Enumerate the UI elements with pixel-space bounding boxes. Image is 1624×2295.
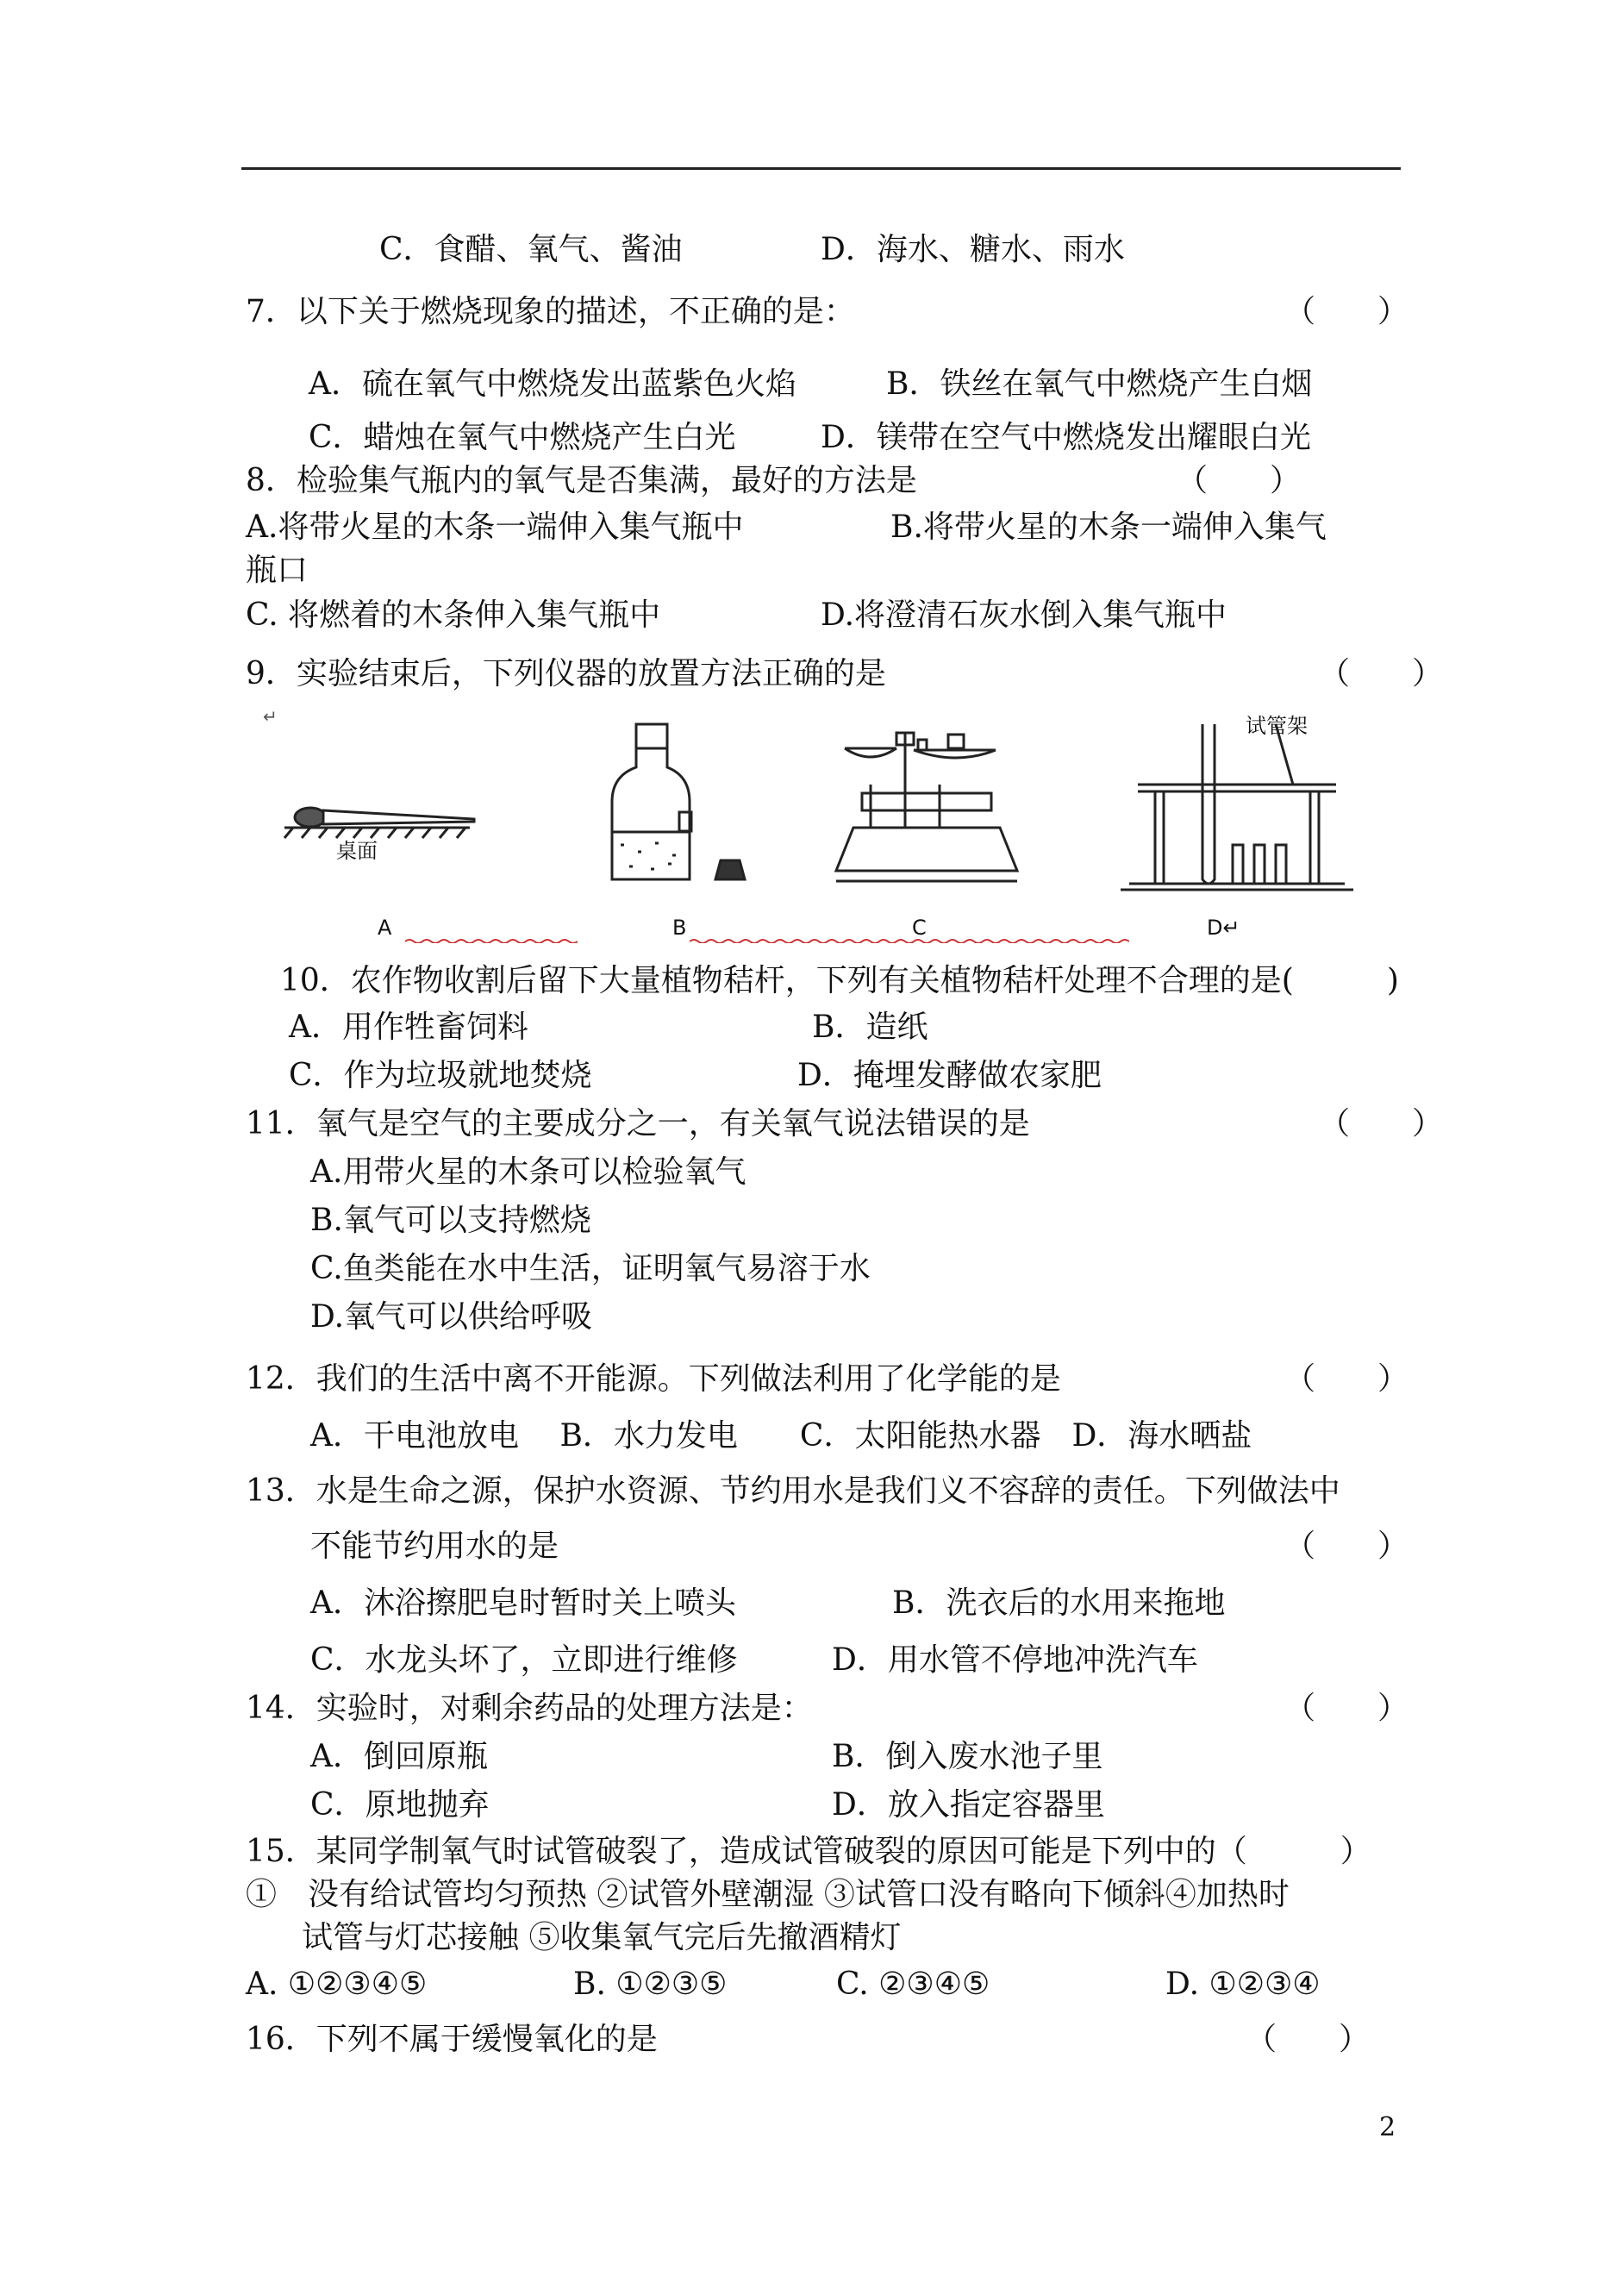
- q8-option-c: C. 将燃着的木条伸入集气瓶中: [246, 597, 661, 633]
- q11-option-b: B.氧气可以支持燃烧: [310, 1203, 591, 1238]
- q8-option-a: A.将带火星的木条一端伸入集气瓶中: [246, 510, 744, 545]
- q14-option-c: C．原地抛弃: [310, 1787, 490, 1823]
- q10-option-b: B．造纸: [812, 1010, 928, 1045]
- q9-stem: 9．实验结束后，下列仪器的放置方法正确的是: [246, 656, 886, 691]
- figure-d-test-tube-rack: [1121, 724, 1353, 890]
- q9-apparatus-figure: [259, 698, 1371, 922]
- q8-option-b: B.将带火星的木条一端伸入集气: [890, 510, 1327, 545]
- q12-stem: 12．我们的生活中离不开能源。下列做法利用了化学能的是: [246, 1361, 1061, 1397]
- figure-a-dropper: [284, 808, 474, 838]
- figure-b-reagent-bottle: [612, 724, 745, 879]
- q7-option-a: A．硫在氧气中燃烧发出蓝紫色火焰: [309, 366, 796, 402]
- q14-option-a: A．倒回原瓶: [310, 1739, 488, 1774]
- figure-label-d: D↵: [1207, 916, 1240, 940]
- figure-label-b: B: [672, 916, 687, 940]
- q16-stem: 16．下列不属于缓慢氧化的是: [246, 2022, 658, 2057]
- q8-option-b-continued: 瓶口: [246, 553, 309, 588]
- q11-option-d: D.氧气可以供给呼吸: [310, 1299, 593, 1335]
- q15-option-c: C. ②③④⑤: [836, 1967, 990, 2002]
- return-mark: ↵: [263, 706, 278, 727]
- q14-option-b: B．倒入废水池子里: [832, 1739, 1103, 1774]
- q7-option-c: C．蜡烛在氧气中燃烧产生白光: [309, 420, 736, 455]
- q10-option-d: D．掩埋发酵做农家肥: [797, 1058, 1102, 1093]
- spellcheck-underline-a: [405, 938, 578, 943]
- q9-answer-paren: （ ）: [1319, 656, 1444, 691]
- page-number: 2: [1379, 2112, 1396, 2142]
- q11-answer-paren: （ ）: [1319, 1106, 1444, 1141]
- q15-causes-line2: 试管与灯芯接触 ⑤收集氧气完后先撤酒精灯: [302, 1920, 902, 1955]
- header-rule: [241, 167, 1401, 170]
- q11-option-c: C.鱼类能在水中生活，证明氧气易溶于水: [310, 1251, 871, 1286]
- q7-stem: 7．以下关于燃烧现象的描述，不正确的是：: [246, 294, 855, 329]
- q10-option-a: A．用作牲畜饲料: [289, 1010, 528, 1045]
- q15-option-d: D. ①②③④: [1165, 1967, 1321, 2002]
- q12-options: A．干电池放电 B．水力发电 C．太阳能热水器 D．海水晒盐: [310, 1418, 1252, 1454]
- q15-causes-line1: ① 没有给试管均匀预热 ②试管外壁潮湿 ③试管口没有略向下倾斜④加热时: [246, 1877, 1290, 1912]
- q7-option-d: D．镁带在空气中燃烧发出耀眼白光: [821, 420, 1311, 455]
- figure-label-c: C: [912, 916, 927, 940]
- q8-option-d: D.将澄清石灰水倒入集气瓶中: [821, 597, 1227, 633]
- q12-answer-paren: （ ）: [1284, 1361, 1409, 1397]
- q7-answer-paren: （ ）: [1284, 294, 1409, 329]
- q10-option-c: C．作为垃圾就地焚烧: [289, 1058, 592, 1093]
- q16-answer-paren: （ ）: [1246, 2022, 1371, 2057]
- q13-stem-line2: 不能节约用水的是: [310, 1529, 559, 1564]
- q13-option-c: C．水龙头坏了，立即进行维修: [310, 1642, 738, 1678]
- q14-option-d: D．放入指定容器里: [832, 1787, 1105, 1823]
- q13-option-b: B．洗衣后的水用来拖地: [892, 1585, 1226, 1621]
- q14-stem: 14．实验时，对剩余药品的处理方法是：: [246, 1691, 813, 1726]
- figure-label-a: A: [378, 916, 392, 940]
- q14-answer-paren: （ ）: [1284, 1691, 1409, 1726]
- rack-label: 试管架: [1246, 714, 1308, 738]
- q7-option-b: B．铁丝在氧气中燃烧产生白烟: [886, 366, 1313, 402]
- q8-stem: 8．检验集气瓶内的氧气是否集满，最好的方法是: [246, 463, 917, 498]
- q13-answer-paren: （ ）: [1284, 1529, 1409, 1564]
- q10-stem: 10．农作物收割后留下大量植物秸杆，下列有关植物秸杆处理不合理的是( ): [280, 963, 1399, 998]
- q15-option-b: B. ①②③⑤: [573, 1967, 728, 2002]
- q6-option-c: C．食醋、氧气、酱油: [379, 232, 683, 267]
- q15-option-a: A. ①②③④⑤: [246, 1967, 428, 2002]
- q13-option-d: D．用水管不停地冲洗汽车: [832, 1642, 1198, 1678]
- desk-label: 桌面: [336, 839, 378, 863]
- q15-stem: 15．某同学制氧气时试管破裂了，造成试管破裂的原因可能是下列中的（ ）: [246, 1834, 1371, 1869]
- q8-answer-paren: （ ）: [1177, 463, 1302, 498]
- q13-option-a: A．沐浴擦肥皂时暂时关上喷头: [310, 1585, 736, 1621]
- q11-option-a: A.用带火星的木条可以检验氧气: [310, 1154, 746, 1190]
- spellcheck-underline-bc: [690, 938, 1129, 943]
- q6-option-d: D．海水、糖水、雨水: [821, 232, 1125, 267]
- q11-stem: 11．氧气是空气的主要成分之一，有关氧气说法错误的是: [246, 1106, 1030, 1141]
- q13-stem: 13．水是生命之源，保护水资源、节约用水是我们义不容辞的责任。下列做法中: [246, 1473, 1340, 1509]
- figure-c-balance: [836, 733, 1017, 881]
